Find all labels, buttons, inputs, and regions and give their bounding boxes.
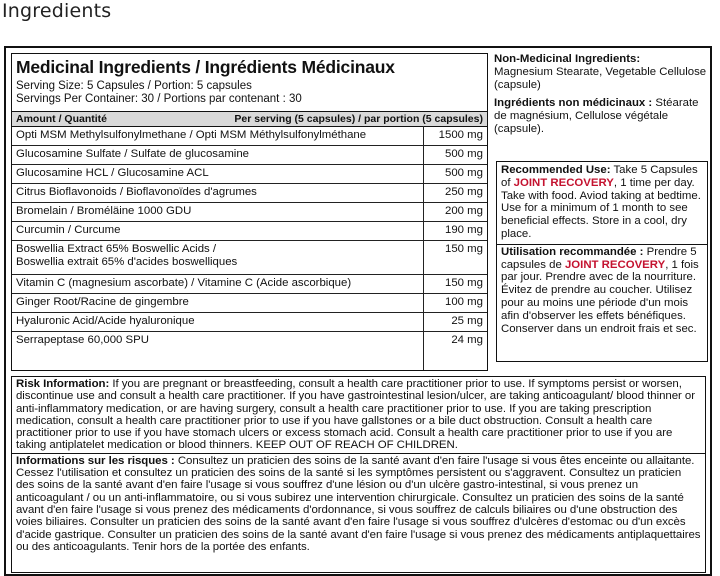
ingredient-amount: 500 mg: [445, 167, 483, 179]
ingredient-row: [12, 294, 487, 313]
ingredient-name: Hyaluronic Acid/Acide hyaluronique: [16, 315, 195, 327]
ingredient-row: [12, 275, 487, 294]
risk-label-fr: Informations sur les risques :: [16, 454, 175, 467]
risk-label-en: Risk Information:: [16, 378, 110, 390]
ingredient-amount: 24 mg: [451, 334, 483, 346]
risk-text-fr: Consultez un praticien des soins de la santé avant d'en faire l'usage si vous êtes enceinte ou allaitante. Cessez l'utilisation et consultez un praticien des soins de la santé si les symptômes persistent ou s'aggravent. Consultez un praticien des soins de la santé avant d'en faire l'usage si vous souffrez d'une lésion ou d'un ulcère gastro-intestinal, si vous prenez un anticoagulant / ou un anti-inflammatoire, ou si vous subirez une intervention chirurgicale. Consultez un praticien des soins de la santé avant d'en faire l'usage si vous prenez des médicaments d'ordonnance, si vous souffrez de calculs biliaires ou d'une obstruction des voies biliaires. Consulter un praticien des soins de la santé avant d'en faire l'usage si vous souffrez d'ulcères d'estomac ou d'un excès d'acide gastrique. Consulter un praticien des soins de la santé avant d'en faire l'usage si vous prenez des médicaments antiplaquettaires ou des anticoagulants. Tenir hors de la portée des enfants.: [16, 454, 701, 553]
recommended-use-box: [496, 161, 708, 362]
non-medicinal-ingredients: [494, 53, 710, 136]
ingredient-name: Curcumin / Curcume: [16, 224, 121, 236]
ingredient-amount: 190 mg: [445, 224, 483, 236]
ingredient-amount: 1500 mg: [438, 129, 483, 141]
supplement-label: [4, 46, 712, 576]
medicinal-ingredients-table: [11, 53, 488, 371]
ingredient-name: Opti MSM Methylsulfonylmethane / Opti MSM Méthylsulfonylméthane: [16, 129, 367, 141]
recommended-use-label-fr: Utilisation recommandée :: [501, 245, 644, 258]
non-medicinal-text-en: Magnesium Stearate, Vegetable Cellulose (capsule): [494, 66, 707, 92]
recommended-use-label-en: Recommended Use:: [501, 164, 611, 176]
ingredient-name-line1: Boswellia Extract 65% Boswellic Acids /: [16, 243, 217, 255]
ingredient-name: Ginger Root/Racine de gingembre: [16, 296, 189, 308]
ingredient-name: Serrapeptase 60,000 SPU: [16, 334, 149, 346]
ingredient-amount: 100 mg: [445, 296, 483, 308]
ingredient-row: [12, 127, 487, 146]
ingredient-name: Glucosamine Sulfate / Sulfate de glucosamine: [16, 148, 250, 160]
recommended-use-pre-fr: Prendre 5 capsules de: [501, 245, 697, 271]
ingredient-row: [12, 313, 487, 332]
ingredient-name-line2: Boswellia extrait 65% d'acides boswelliques: [16, 256, 238, 268]
ingredient-name: [16, 243, 237, 269]
risk-information-box: [11, 376, 706, 573]
serving-size: Serving Size: 5 Capsules / Portion: 5 capsules: [16, 80, 252, 92]
ingredient-row: [12, 222, 487, 241]
ingredient-row: [12, 184, 487, 203]
ingredient-name: Vitamin C (magnesium ascorbate) / Vitamine C (Acide ascorbique): [16, 277, 352, 289]
ingredient-name: Glucosamine HCL / Glucosamine ACL: [16, 167, 209, 179]
ingredient-amount: 200 mg: [445, 205, 483, 217]
ingredient-row: [12, 241, 487, 275]
ingredient-amount: 250 mg: [445, 186, 483, 198]
ingredient-name: Bromelain / Broméläine 1000 GDU: [16, 205, 192, 217]
medicinal-title: Medicinal Ingredients / Ingrédients Médicinaux: [16, 57, 395, 77]
table-header: [12, 111, 487, 127]
recommended-use-post-en: , 1 time per day. Take with food. Aviod taking at bedtime. Use for a minimum of 1 month to see beneficial effects. Store in a cool, dry place.: [501, 176, 701, 240]
ingredient-name: Citrus Bioflavonoids / Bioflavonoïdes d'agrumes: [16, 186, 257, 198]
servings-per-container: Servings Per Container: 30 / Portions par contenant : 30: [16, 93, 302, 105]
ingredient-amount: 150 mg: [445, 277, 483, 289]
header-amount: Amount / Quantité: [16, 113, 107, 125]
risk-text-en: If you are pregnant or breastfeeding, consult a health care practitioner prior to use. If symptoms persist or worsen, discontinue use and consult a health care practitioner. If you have gastrointestinal lesion/ulcer, are taking anticoagulant/ blood thinner or anti-inflammatory medication, or are having surgery, consult a health care practitioner prior to use. If you are taking prescription medication, consult a health care practitioner prior to use if you have gallstones or a bile duct obstruction. Consult a health care practitioner prior to use if you have stomach ulcers or excess stomach acid. Consult a health care practitioner prior to use if you are taking antiplatelet medication or blood thinners. KEEP OUT OF REACH OF CHILDREN.: [16, 378, 695, 452]
ingredient-amount: 25 mg: [451, 315, 483, 327]
recommended-use-post-fr: , 1 fois par jour. Prendre avec de la nourriture. Évitez de prendre au coucher. Utilisez pour au moins une période d'un mois afin d'observer les effets bénéfiques. Conserver dans un endroit frais et sec.: [501, 258, 699, 335]
brand-name-fr: JOINT RECOVERY: [564, 258, 666, 271]
header-per-serving: Per serving (5 capsules) / par portion (5 capsules): [234, 113, 483, 125]
ingredient-row: [12, 332, 487, 351]
non-medicinal-label-en: Non-Medicinal Ingredients:: [494, 53, 641, 65]
ingredient-amount: 150 mg: [445, 243, 483, 255]
recommended-use-pre-en: Take 5 Capsules of: [501, 164, 698, 189]
ingredient-row: [12, 203, 487, 222]
risk-divider: [12, 453, 705, 454]
page-heading: Ingredients: [2, 0, 112, 22]
non-medicinal-label-fr: Ingrédients non médicinaux :: [494, 96, 653, 109]
non-medicinal-text-fr: Stéarate de magnésium, Cellulose végétale (capsule).: [494, 96, 699, 136]
ingredient-row: [12, 165, 487, 184]
ingredient-row: [12, 146, 487, 165]
brand-name-en: JOINT RECOVERY: [513, 176, 614, 189]
ingredient-amount: 500 mg: [445, 148, 483, 160]
